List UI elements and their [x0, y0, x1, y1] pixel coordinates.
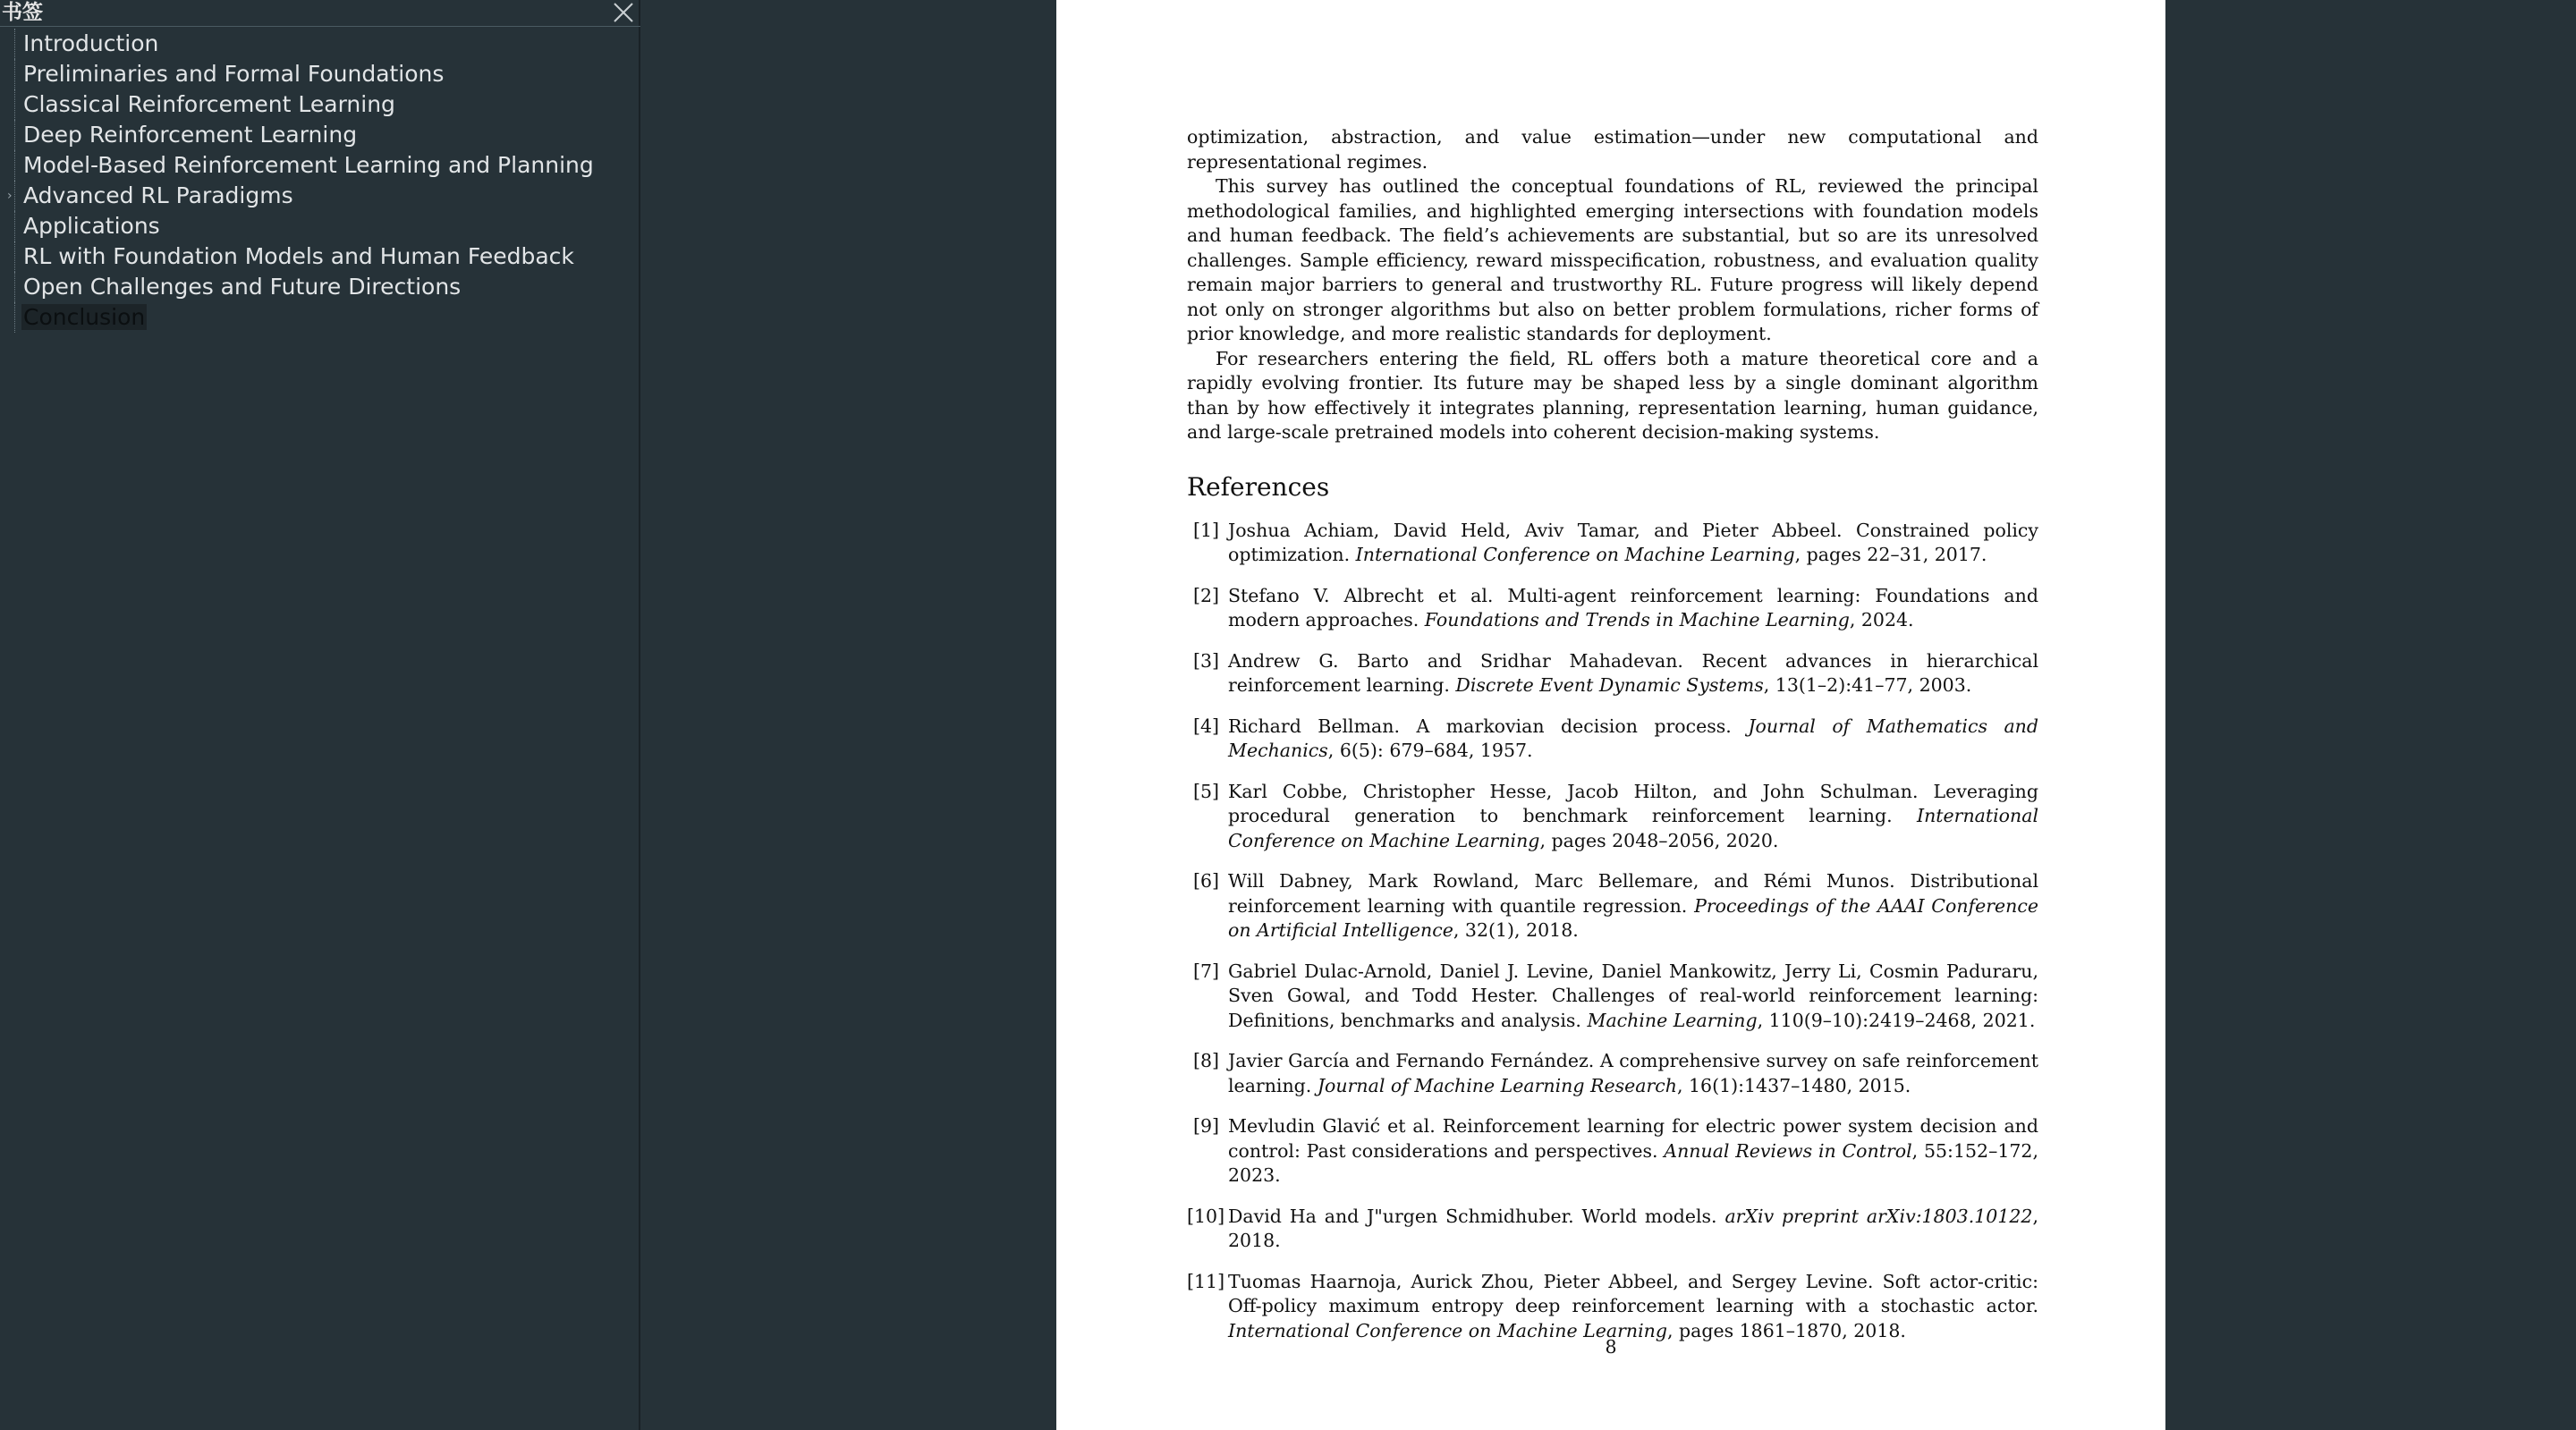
reference-entry [1187, 584, 2038, 633]
reference-venue: Foundations and Trends in Machine Learning [1424, 609, 1850, 630]
reference-authors-title: Stefano V. Albrecht et al. Multi-agent reinforcement learning: Foundations and modern approaches. [1228, 584, 2038, 630]
reference-number: [1] [1192, 519, 1219, 541]
reference-details: , pages 22–31, 2017. [1794, 544, 1987, 565]
reference-details: , pages 1861–1870, 2018. [1666, 1319, 1906, 1341]
reference-details: , 110(9–10):2419–2468, 2021. [1757, 1009, 2036, 1031]
reference-details: , 32(1), 2018. [1453, 919, 1579, 941]
body-paragraph: optimization, abstraction, and value estimation—under new computational and representational regimes. [1187, 126, 2038, 173]
reference-entry [1187, 1114, 2038, 1189]
reference-number: [10] [1187, 1205, 1225, 1227]
reference-details: , 2024. [1849, 609, 1914, 630]
reference-number: [9] [1192, 1115, 1219, 1137]
reference-authors-title: Gabriel Dulac-Arnold, Daniel J. Levine, Daniel Mankowitz, Jerry Li, Cosmin Paduraru, Sven Gowal, and Todd Hester. Challenges of real-world reinforcement learning: Definitions, benchmarks and analysis. [1228, 960, 2038, 1031]
page-body [1187, 125, 2038, 1359]
reference-details: , pages 2048–2056, 2020. [1539, 829, 1779, 851]
bookmark-label: Deep Reinforcement Learning [23, 122, 358, 148]
reference-venue: arXiv preprint arXiv:1803.10122 [1724, 1205, 2033, 1227]
bookmark-item[interactable] [0, 241, 640, 272]
reference-venue: Journal of Mathematics and Mechanics [1228, 715, 2038, 761]
reference-details: , 55:152–172, 2023. [1228, 1139, 2038, 1186]
reference-authors-title: Richard Bellman. A markovian decision process. [1228, 715, 1732, 737]
reference-entry [1187, 715, 2038, 764]
bookmark-label: Model-Based Reinforcement Learning and Planning [23, 152, 594, 178]
reference-venue: International Conference on Machine Learning [1228, 805, 2038, 851]
reference-details: , 2018. [1228, 1205, 2038, 1251]
reference-details: , 13(1–2):41–77, 2003. [1763, 674, 1972, 696]
sidebar-title: 书签 [2, 1, 43, 24]
bookmark-item[interactable] [0, 89, 640, 120]
reference-authors-title: Javier García and Fernando Fernández. A comprehensive survey on safe reinforcement learning. [1228, 1050, 2038, 1096]
reference-venue: Machine Learning [1587, 1009, 1758, 1031]
reference-authors-title: Karl Cobbe, Christopher Hesse, Jacob Hilton, and John Schulman. Leveraging procedural generation to benchmark reinforcement learning. [1228, 780, 2038, 826]
reference-venue: Discrete Event Dynamic Systems [1455, 674, 1764, 696]
reference-venue: International Conference on Machine Learning [1228, 1319, 1667, 1341]
reference-number: [11] [1187, 1270, 1225, 1292]
reference-number: [3] [1192, 649, 1219, 672]
expand-chevron-icon[interactable]: › [7, 189, 13, 203]
reference-entry [1187, 1270, 2038, 1344]
bookmark-label: Advanced RL Paradigms [23, 182, 293, 208]
bookmark-item[interactable] [0, 272, 640, 302]
bookmark-item[interactable] [0, 120, 640, 150]
reference-authors-title: Joshua Achiam, David Held, Aviv Tamar, and Pieter Abbeel. Constrained policy optimization. [1228, 519, 2038, 565]
bookmark-label: Preliminaries and Formal Foundations [23, 61, 445, 87]
reference-number: [6] [1192, 870, 1219, 892]
bookmark-tree [0, 29, 640, 333]
reference-authors-title: Tuomas Haarnoja, Aurick Zhou, Pieter Abbeel, and Sergey Levine. Soft actor-critic: Off-policy maximum entropy deep reinforcement learning with a stochastic actor. [1228, 1270, 2038, 1316]
bookmark-item[interactable] [0, 211, 640, 241]
reference-entry [1187, 869, 2038, 943]
bookmark-item[interactable] [0, 29, 640, 59]
bookmark-item[interactable] [0, 302, 640, 333]
references-heading: References [1187, 471, 1330, 502]
pdf-page [1056, 0, 2165, 1430]
reference-authors-title: Andrew G. Barto and Sridhar Mahadevan. Recent advances in hierarchical reinforcement learning. [1228, 649, 2038, 696]
reference-number: [5] [1192, 780, 1219, 802]
sidebar-header [0, 0, 640, 27]
reference-venue: Journal of Machine Learning Research [1317, 1074, 1677, 1096]
document-viewer[interactable] [649, 0, 2576, 1430]
bookmark-label: Applications [23, 213, 160, 239]
body-paragraph: This survey has outlined the conceptual foundations of RL, reviewed the principal methodological families, and highlighted emerging intersections with foundation models and human feedback. The field’s achievements are substantial, but so are its unresolved challenges. Sample efficiency, reward misspecification, robustness, and evaluation quality remain major barriers to general and trustworthy RL. Future progress will likely depend not only on stronger algorithms but also on better problem formulations, richer forms of prior knowledge, and more realistic standards for deployment. [1187, 175, 2038, 344]
bookmarks-sidebar [0, 0, 640, 1430]
bookmark-label: Classical Reinforcement Learning [23, 91, 395, 117]
close-icon[interactable] [612, 1, 635, 24]
reference-entry [1187, 1205, 2038, 1254]
bookmark-label: RL with Foundation Models and Human Feedback [23, 243, 574, 269]
reference-number: [8] [1192, 1050, 1219, 1071]
body-paragraph: For researchers entering the field, RL offers both a mature theoretical core and a rapidly evolving frontier. Its future may be shaped less by a single dominant algorithm than by how effectively it integrates planning, representation learning, human guidance, and large-scale pretrained models into coherent decision-making systems. [1187, 347, 2038, 443]
bookmark-item[interactable] [0, 181, 640, 211]
bookmark-label: Introduction [23, 30, 159, 56]
bookmark-label: Conclusion [23, 304, 146, 330]
reference-number: [2] [1192, 584, 1219, 606]
reference-entry [1187, 649, 2038, 698]
bookmark-label: Open Challenges and Future Directions [23, 274, 462, 300]
reference-list [1187, 519, 2038, 1344]
reference-entry [1187, 519, 2038, 568]
bookmark-item[interactable] [0, 150, 640, 181]
reference-venue: Annual Reviews in Control [1664, 1139, 1912, 1162]
reference-number: [4] [1192, 715, 1219, 737]
reference-venue: International Conference on Machine Learning [1355, 544, 1795, 565]
reference-number: [7] [1192, 960, 1219, 982]
bookmark-item[interactable] [0, 59, 640, 89]
reference-details: , 6(5): 679–684, 1957. [1327, 740, 1533, 761]
reference-entry [1187, 960, 2038, 1034]
reference-entry [1187, 780, 2038, 854]
reference-authors-title: David Ha and J"urgen Schmidhuber. World models. [1228, 1205, 1717, 1227]
conclusion-text [1187, 125, 2038, 445]
page-number: 8 [1605, 1336, 1617, 1358]
reference-details: , 16(1):1437–1480, 2015. [1676, 1074, 1911, 1096]
reference-authors-title: Mevludin Glavić et al. Reinforcement learning for electric power system decision and control: Past considerations and perspectives. [1228, 1115, 2038, 1162]
reference-venue: Proceedings of the AAAI Conference on Artificial Intelligence [1228, 894, 2039, 941]
reference-authors-title: Will Dabney, Mark Rowland, Marc Bellemare, and Rémi Munos. Distributional reinforcement learning with quantile regression. [1228, 870, 2038, 917]
reference-entry [1187, 1049, 2038, 1098]
